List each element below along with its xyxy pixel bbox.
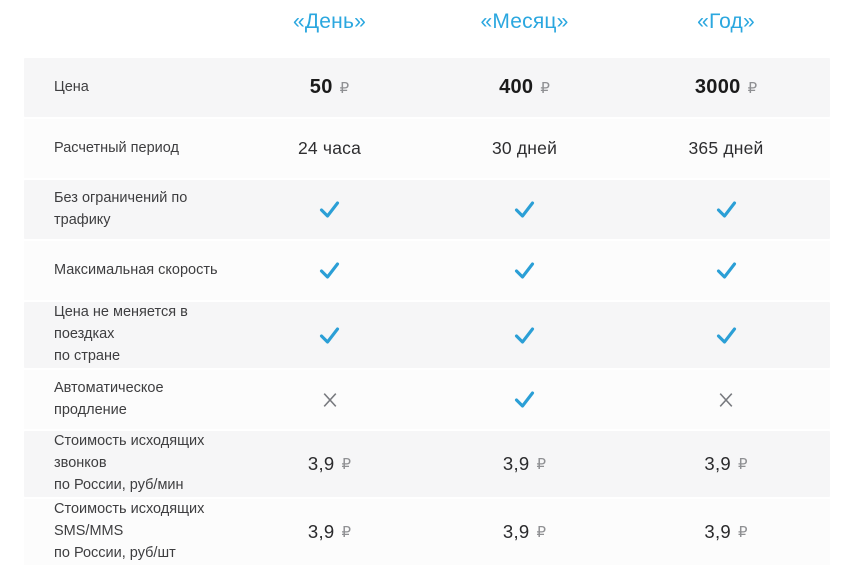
table-row <box>24 119 830 178</box>
row-label-line: Автоматическое продление <box>54 379 164 418</box>
price-value: 3,9 <box>502 521 530 542</box>
row-label <box>24 302 232 368</box>
table-row <box>24 180 830 239</box>
price-value: 400 <box>499 76 534 98</box>
value-cell-year <box>622 370 830 429</box>
cell-text: 24 часа <box>297 138 362 158</box>
price-value: 3,9 <box>307 453 335 474</box>
row-label <box>24 370 232 429</box>
value-cell-month <box>427 302 622 368</box>
row-label-line: Максимальная скорость <box>54 261 218 278</box>
value-cell-year <box>622 180 830 239</box>
header-spacer <box>24 0 232 58</box>
value-cell-month <box>427 180 622 239</box>
ruble-sign: ₽ <box>341 455 352 473</box>
table-header <box>24 0 830 58</box>
check-icon <box>318 200 341 219</box>
row-label <box>24 241 232 300</box>
check-icon <box>318 326 341 345</box>
row-label <box>24 499 232 565</box>
value-cell-year <box>622 499 830 565</box>
column-header-day: «День» <box>293 10 366 33</box>
check-icon <box>513 261 536 280</box>
table-row <box>24 241 830 300</box>
row-label-line: по России, руб/мин <box>54 476 184 493</box>
value-cell-day <box>232 370 427 429</box>
table-row <box>24 431 830 497</box>
value-cell-day <box>232 302 427 368</box>
row-label-line: по стране <box>54 347 121 364</box>
row-label-line: Без ограничений по трафику <box>54 189 188 228</box>
value-cell-day <box>232 241 427 300</box>
cell-text: 365 дней <box>688 138 764 158</box>
value-cell-year <box>622 241 830 300</box>
price-value: 3,9 <box>502 453 530 474</box>
ruble-sign: ₽ <box>747 78 758 97</box>
ruble-sign: ₽ <box>738 523 748 541</box>
column-header-year: «Год» <box>697 10 755 33</box>
cross-icon <box>321 391 339 409</box>
price-value: 50 <box>309 76 333 98</box>
value-cell-day <box>232 431 427 497</box>
check-icon <box>513 390 536 409</box>
value-cell-month <box>427 58 622 117</box>
value-cell-year <box>622 431 830 497</box>
value-cell-day <box>232 499 427 565</box>
check-icon <box>715 261 738 280</box>
value-cell-year <box>622 58 830 117</box>
value-cell-day <box>232 180 427 239</box>
price-value: 3,9 <box>307 521 335 542</box>
table-row <box>24 58 830 117</box>
row-label-line: Стоимость исходящих SMS/MMS <box>54 501 205 540</box>
row-label <box>24 58 232 117</box>
ruble-sign: ₽ <box>536 523 547 541</box>
row-label-line: Цена не меняется в поездках <box>54 304 188 343</box>
ruble-sign: ₽ <box>339 78 350 97</box>
check-icon <box>513 200 536 219</box>
cell-text: 30 дней <box>491 138 558 158</box>
row-label <box>24 431 232 497</box>
check-icon <box>513 326 536 345</box>
value-cell-year <box>622 302 830 368</box>
ruble-sign: ₽ <box>540 78 550 97</box>
ruble-sign: ₽ <box>536 455 547 473</box>
table-row <box>24 302 830 368</box>
column-header-month: «Месяц» <box>480 10 569 33</box>
ruble-sign: ₽ <box>341 523 352 541</box>
cross-icon <box>717 391 735 409</box>
check-icon <box>318 261 341 280</box>
price-value: 3000 <box>694 76 741 98</box>
value-cell-month <box>427 241 622 300</box>
value-cell-month <box>427 499 622 565</box>
table-body <box>0 58 850 565</box>
price-value: 3,9 <box>704 453 732 474</box>
row-label-line: Расчетный период <box>54 139 179 156</box>
value-cell-month <box>427 119 622 178</box>
row-label-line: Цена <box>54 78 89 95</box>
value-cell-month <box>427 370 622 429</box>
row-label-line: Стоимость исходящих звонков <box>54 433 205 472</box>
price-value: 3,9 <box>704 521 732 542</box>
ruble-sign: ₽ <box>738 455 748 473</box>
table-row <box>24 499 830 565</box>
value-cell-month <box>427 431 622 497</box>
check-icon <box>715 326 738 345</box>
table-row <box>24 370 830 429</box>
check-icon <box>715 200 738 219</box>
row-label <box>24 119 232 178</box>
value-cell-day <box>232 119 427 178</box>
row-label <box>24 180 232 239</box>
value-cell-year <box>622 119 830 178</box>
value-cell-day <box>232 58 427 117</box>
row-label-line: по России, руб/шт <box>54 544 176 561</box>
